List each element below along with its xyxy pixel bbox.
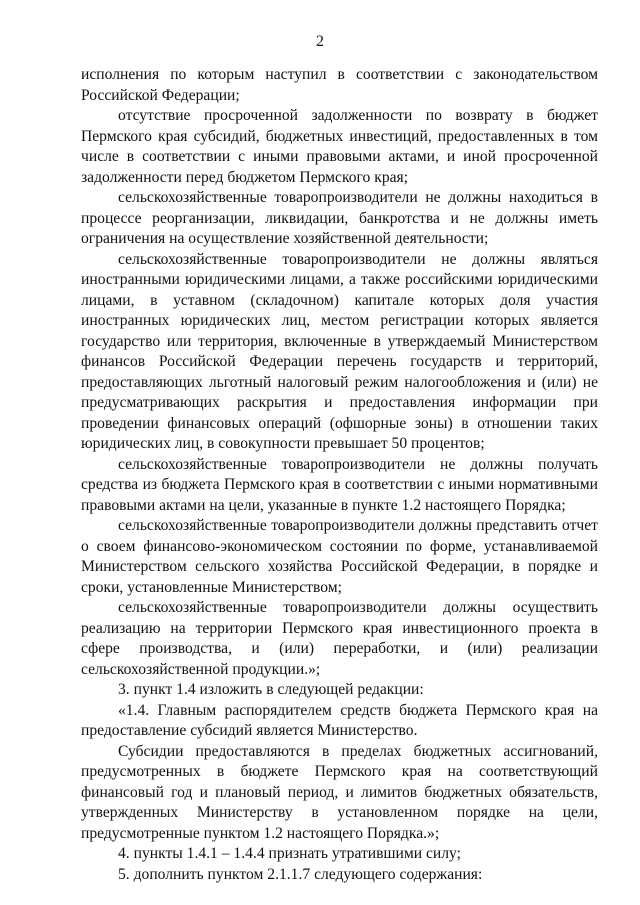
paragraph-no-overdue-debt: отсутствие просроченной задолженности по возврату в бюджет Пермского края субсидий, бюджетных инвестиций, предоставленных в том числе в соответствии с иными правовыми актами, и иной просроченной задолженности перед бюджетом Пермского края; — [81, 107, 598, 186]
paragraph-clause-1-4: «1.4. Главным распорядителем средств бюджета Пермского края на предоставление субсидий является Министерство. — [81, 701, 598, 739]
paragraph-no-other-funds: сельскохозяйственные товаропроизводители не должны получать средства из бюджета Пермского края в соответствии с иными нормативными правовыми актами на цели, указанные в пункте 1.2 настоящего Порядка; — [81, 455, 598, 514]
page-number: 2 — [316, 33, 324, 50]
paragraph-item-4: 4. пункты 1.4.1 – 1.4.4 признать утратившими силу; — [118, 845, 461, 862]
paragraph-subsidies-limits: Субсидии предоставляются в пределах бюджетных ассигнований, предусмотренных в бюджете Пермского края на соответствующий финансовый год и плановый период, и лимитов бюджетных обязательств, утвержденных Министерству в установленном порядке на цели, предусмотренные пунктом 1.2 настоящего Порядка.»; — [81, 742, 598, 842]
paragraph-no-reorganization: сельскохозяйственные товаропроизводители не должны находиться в процессе реорганизации, ликвидации, банкротства и не должны иметь ограничения на осуществление хозяйственной деятельности; — [81, 189, 598, 247]
paragraph-financial-report: сельскохозяйственные товаропроизводители должны представить отчет о своем финансово-экономическом состоянии по форме, устанавливаемой Министерством сельского хозяйства Российской Федерации, в порядке и сроки, установленные Министерством; — [81, 517, 598, 596]
paragraph-item-5: 5. дополнить пунктом 2.1.1.7 следующего содержания: — [118, 865, 483, 883]
paragraph-not-foreign-entities: сельскохозяйственные товаропроизводители не должны являться иностранными юридическими лицами, а также российскими юридическими лицами, в уставном (складочном) капитале которых доля участия иностранных юридических лиц, местом регистрации которых является государство или территория, включенные в утверждаемый Министерством финансов Российской Федерации перечень государств и территорий, предоставляющих льготный налоговый режим налогообложения и (или) не предусматривающих раскрытия и предоставления информации при проведении финансовых операций (офшорные зоны) в отношении таких юридических лиц, в совокупности превышает 50 процентов; — [81, 250, 598, 452]
paragraph-investment-project: сельскохозяйственные товаропроизводители должны осуществить реализацию на территории Пермского края инвестиционного проекта в сфере производства, и (или) переработки, и (или) реализации сельскохозяйственной продукции.»; — [81, 599, 598, 678]
document-body — [81, 65, 598, 885]
paragraph-continuation: исполнения по которым наступил в соответствии с законодательством Российской Федерации; — [81, 66, 598, 104]
paragraph-item-3: 3. пункт 1.4 изложить в следующей редакции: — [118, 681, 424, 698]
